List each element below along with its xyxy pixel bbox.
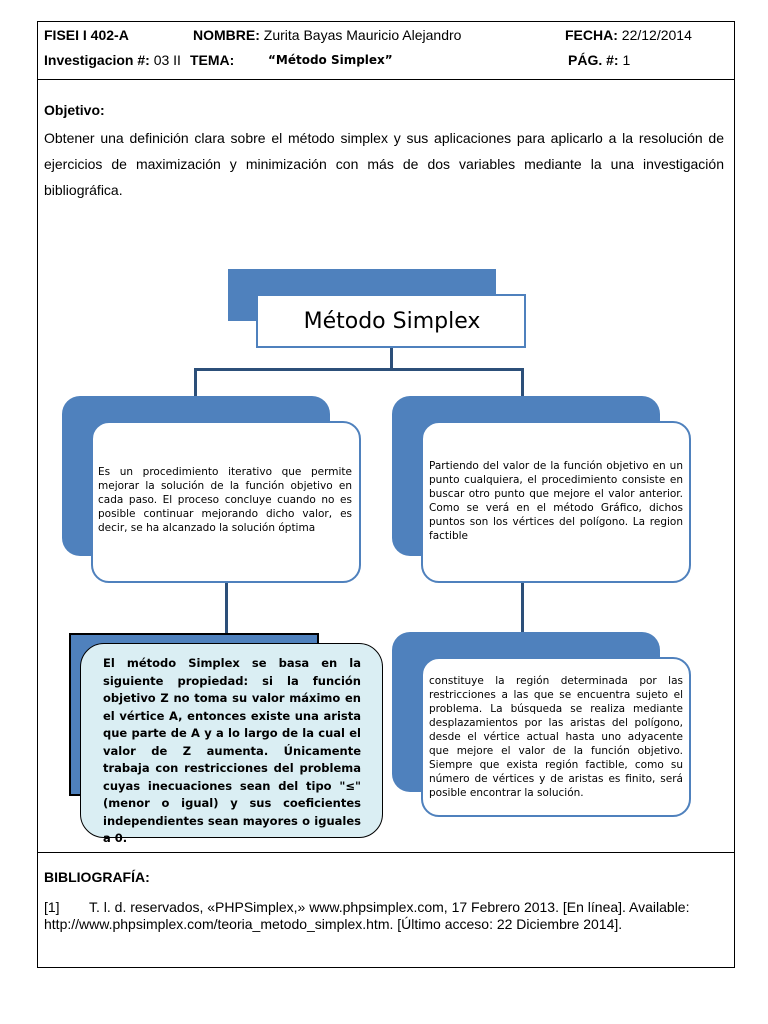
reference-text: T. l. d. reservados, «PHPSimplex,» www.phpsimplex.com, 17 Febrero 2013. [En línea]. Available: http://www.phpsimplex.com/teoria_metodo_simplex.htm. [Último acceso: 22 Diciembre 2014]. — [44, 899, 690, 932]
name-label: NOMBRE: — [193, 27, 260, 43]
right-bottom-node-text: constituye la región determinada por las restricciones a las que se encuentra sujeto el problema. La búsqueda se realiza mediante desplazamientos por las aristas del polígono, desde el vértice actual hasta uno adyacente que mejore el valor de la función objetivo. Siempre que exista región factible, como su número de vértices y de aristas es finito, será posible encontrar la solución. — [429, 675, 683, 799]
date-field — [565, 27, 692, 44]
investigation-label: Investigacion #: — [44, 52, 150, 68]
right-top-node-text: Partiendo del valor de la función objetivo en un punto cualquiera, el procedimiento consiste en buscar otro punto que mejore el valor anterior. Como se verá en el método Gráfico, dichos puntos son los vértices del polígono. La region factible — [429, 460, 683, 542]
left-bottom-node-text: El método Simplex se basa en la siguiente propiedad: si la función objetivo Z no toma su valor máximo en el vértice A, entonces existe una arista que parte de A y a lo largo de la cual el valor de Z aumenta. Únicamente trabaja con restricciones del problema cuyas inecuaciones sean del tipo "≤" (menor o igual) y sus coeficientes independientes sean mayores o iguales a 0. — [103, 656, 361, 845]
page-value: 1 — [622, 52, 631, 68]
investigation-value: 03 II — [153, 52, 181, 68]
diagram-title: Método Simplex — [303, 308, 481, 334]
reference-number: [1] — [44, 899, 60, 915]
date-value: 22/12/2014 — [621, 27, 692, 43]
course-code: FISEI I 402-A — [44, 27, 129, 43]
left-top-node-text: Es un procedimiento iterativo que permite mejorar la solución de la función objetivo en cada paso. El proceso concluye cuando no es posible continuar mejorando dicho valor, es decir, se ha alcanzado la solución óptima — [98, 466, 352, 534]
objective-text: Obtener una definición clara sobre el método simplex y sus aplicaciones para aplicarlo a la resolución de ejercicios de maximización y minimización con más de dos variables mediante la una investigación bibliográfica. — [44, 130, 724, 198]
topic-value: “Método Simplex” — [268, 53, 393, 67]
investigation-field — [44, 52, 181, 69]
page-label: PÁG. #: — [568, 52, 619, 68]
connector-horizontal — [194, 368, 524, 371]
connector-to-left — [194, 368, 197, 398]
objective-heading: Objetivo: — [44, 102, 105, 118]
connector-root-stem — [390, 346, 393, 370]
name-value: Zurita Bayas Mauricio Alejandro — [263, 27, 462, 43]
bibliography-divider — [37, 852, 735, 853]
topic-label: TEMA: — [190, 52, 235, 68]
connector-right-down — [521, 582, 524, 634]
date-label: FECHA: — [565, 27, 618, 43]
header-divider — [37, 79, 735, 80]
connector-to-right — [521, 368, 524, 398]
connector-left-down — [225, 582, 228, 634]
bibliography-entry — [44, 899, 724, 933]
name-field — [193, 27, 461, 44]
page-number-field — [568, 52, 630, 69]
bibliography-heading: BIBLIOGRAFÍA: — [44, 869, 150, 885]
